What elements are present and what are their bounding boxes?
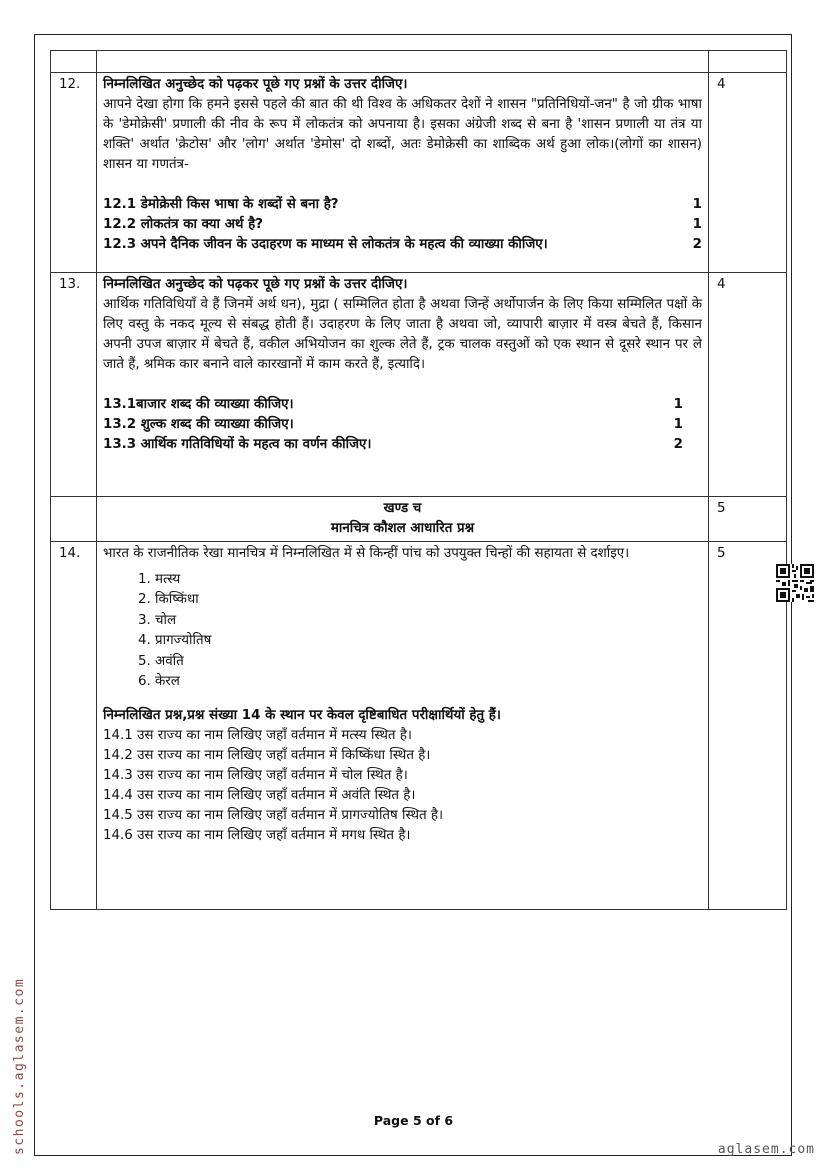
sub-question: 13.2 शुल्क शब्द की व्याख्या कीजिए। 1 [103, 415, 683, 435]
sub-question-marks: 1 [692, 197, 702, 212]
sub-question: 12.2 लोकतंत्र का क्या अर्थ है? 1 [103, 215, 702, 235]
question-marks: 5 [709, 542, 787, 910]
question-number: 12. [51, 73, 97, 273]
table-row-q14 [51, 542, 787, 910]
sub-question: 13.1बाजार शब्द की व्याख्या कीजिए। 1 [103, 395, 683, 415]
question-heading: निम्नलिखित अनुच्छेद को पढ़कर पूछे गए प्रश्नों के उत्तर दीजिए। [103, 277, 408, 292]
qr-code-icon [776, 564, 814, 602]
question-number: 14. [51, 542, 97, 910]
site-watermark: aglasem.com [717, 1142, 815, 1157]
section-title: खण्ड च [383, 501, 422, 516]
place-list [103, 570, 702, 692]
page-number: Page 5 of 6 [373, 1113, 454, 1128]
sub-question-marks: 2 [673, 437, 683, 452]
table-row-blank [51, 51, 787, 73]
question-intro: भारत के राजनीतिक रेखा मानचित्र में निम्नलिखित में से किन्हीं पांच को उपयुक्त चिन्हों की सहायता से दर्शाइए। [103, 546, 630, 561]
passage: आपने देखा होगा कि हमने इससे पहले की बात की थी विश्व के अधिकतर देशों ने शासन "प्रतिनिधियों-जन" है जो ग्रीक भाषा के 'डेमोक्रेसी' प्रणाली की नीव के रूप में लोकतंत्र को अपनाया है। इसका अंग्रेजी शब्द से बना है 'शासन प्रणाली या तंत्र या शक्ति' अर्थात 'क्रेटोस' और 'लोग' अर्थात 'डेमोस' दो शब्दों, अतः डेमोक्रेसी का शाब्दिक अर्थ हुआ लोक।(लोगों का शासन) शासन या गणतंत्र- [103, 97, 702, 172]
passage: आर्थिक गतिविधियाँ वे हैं जिनमें अर्थ धन), मुद्रा ( सम्मिलित होता है अथवा जिन्हें अर्थोपार्जन के लिए किया सम्मिलित पक्षों के लिए वस्तु के नकद मूल्य से संबद्ध होती हैं। उदाहरण के लिए जाता है अथवा जो, व्यापारी बाज़ार में वस्त्र बेचते हैं, किसान अपनी उपज बाज़ार में बेचते हैं, वकील अभियोजन का शुल्क लेते हैं, ट्रक चालक वस्तुओं को एक स्थान से दूसरे स्थान पर ले जाते हैं, श्रमिक कार बनाने वाले कारखानों में काम करते हैं, इत्यादि। [103, 297, 702, 372]
section-header [97, 497, 709, 542]
sub-question: 13.3 आर्थिक गतिविधियों के महत्व का वर्णन कीजिए। 2 [103, 435, 683, 455]
list-item: 3. चोल [155, 611, 702, 631]
table-row-q12 [51, 73, 787, 273]
sub-question: 12.1 डेमोक्रेसी किस भाषा के शब्दों से बना है? 1 [103, 195, 702, 215]
sub-question: 14.6 उस राज्य का नाम लिखिए जहाँ वर्तमान में मगध स्थित है। [103, 828, 411, 844]
question-marks: 4 [709, 73, 787, 273]
visually-impaired-note: निम्नलिखित प्रश्न,प्रश्न संख्या 14 के स्थान पर केवल दृष्टिबाधित परीक्षार्थियों हेतु हैं। [103, 708, 501, 724]
sub-question: 14.2 उस राज्य का नाम लिखिए जहाँ वर्तमान में किष्किंधा स्थित है। [103, 748, 431, 764]
question-table [50, 50, 787, 910]
question-body [97, 73, 709, 273]
sub-question-marks: 1 [692, 217, 702, 232]
question-heading: निम्नलिखित अनुच्छेद को पढ़कर पूछे गए प्रश्नों के उत्तर दीजिए। [103, 77, 408, 92]
sub-question-marks: 1 [673, 397, 683, 412]
sub-question-marks: 2 [692, 237, 702, 252]
side-watermark: schools.aglasem.com [12, 977, 27, 1155]
section-marks: 5 [709, 497, 787, 542]
sub-question: 14.3 उस राज्य का नाम लिखिए जहाँ वर्तमान में चोल स्थित है। [103, 768, 408, 784]
question-number: 13. [51, 273, 97, 497]
sub-question: 14.5 उस राज्य का नाम लिखिए जहाँ वर्तमान में प्रागज्योतिष स्थित है। [103, 808, 444, 824]
list-item: 2. किष्किंधा [155, 590, 702, 610]
section-subtitle: मानचित्र कौशल आधारित प्रश्न [330, 521, 475, 536]
question-body [97, 273, 709, 497]
sub-question: 14.4 उस राज्य का नाम लिखिए जहाँ वर्तमान में अवंति स्थित है। [103, 788, 416, 804]
question-marks: 4 [709, 273, 787, 497]
list-item: 4. प्रागज्योतिष [155, 631, 702, 651]
table-row-section [51, 497, 787, 542]
sub-question-marks: 1 [673, 417, 683, 432]
sub-question: 12.3 अपने दैनिक जीवन के उदाहरण क माध्यम से लोकतंत्र के महत्व की व्याख्या कीजिए। 2 [103, 235, 702, 255]
table-row-q13 [51, 273, 787, 497]
sub-question-list [103, 395, 702, 455]
list-item: 6. केरल [155, 672, 702, 692]
sub-question-list [103, 195, 702, 255]
question-body [97, 542, 709, 910]
sub-question: 14.1 उस राज्य का नाम लिखिए जहाँ वर्तमान में मत्स्य स्थित है। [103, 728, 412, 744]
list-item: 1. मत्स्य [155, 570, 702, 590]
list-item: 5. अवंति [155, 652, 702, 672]
